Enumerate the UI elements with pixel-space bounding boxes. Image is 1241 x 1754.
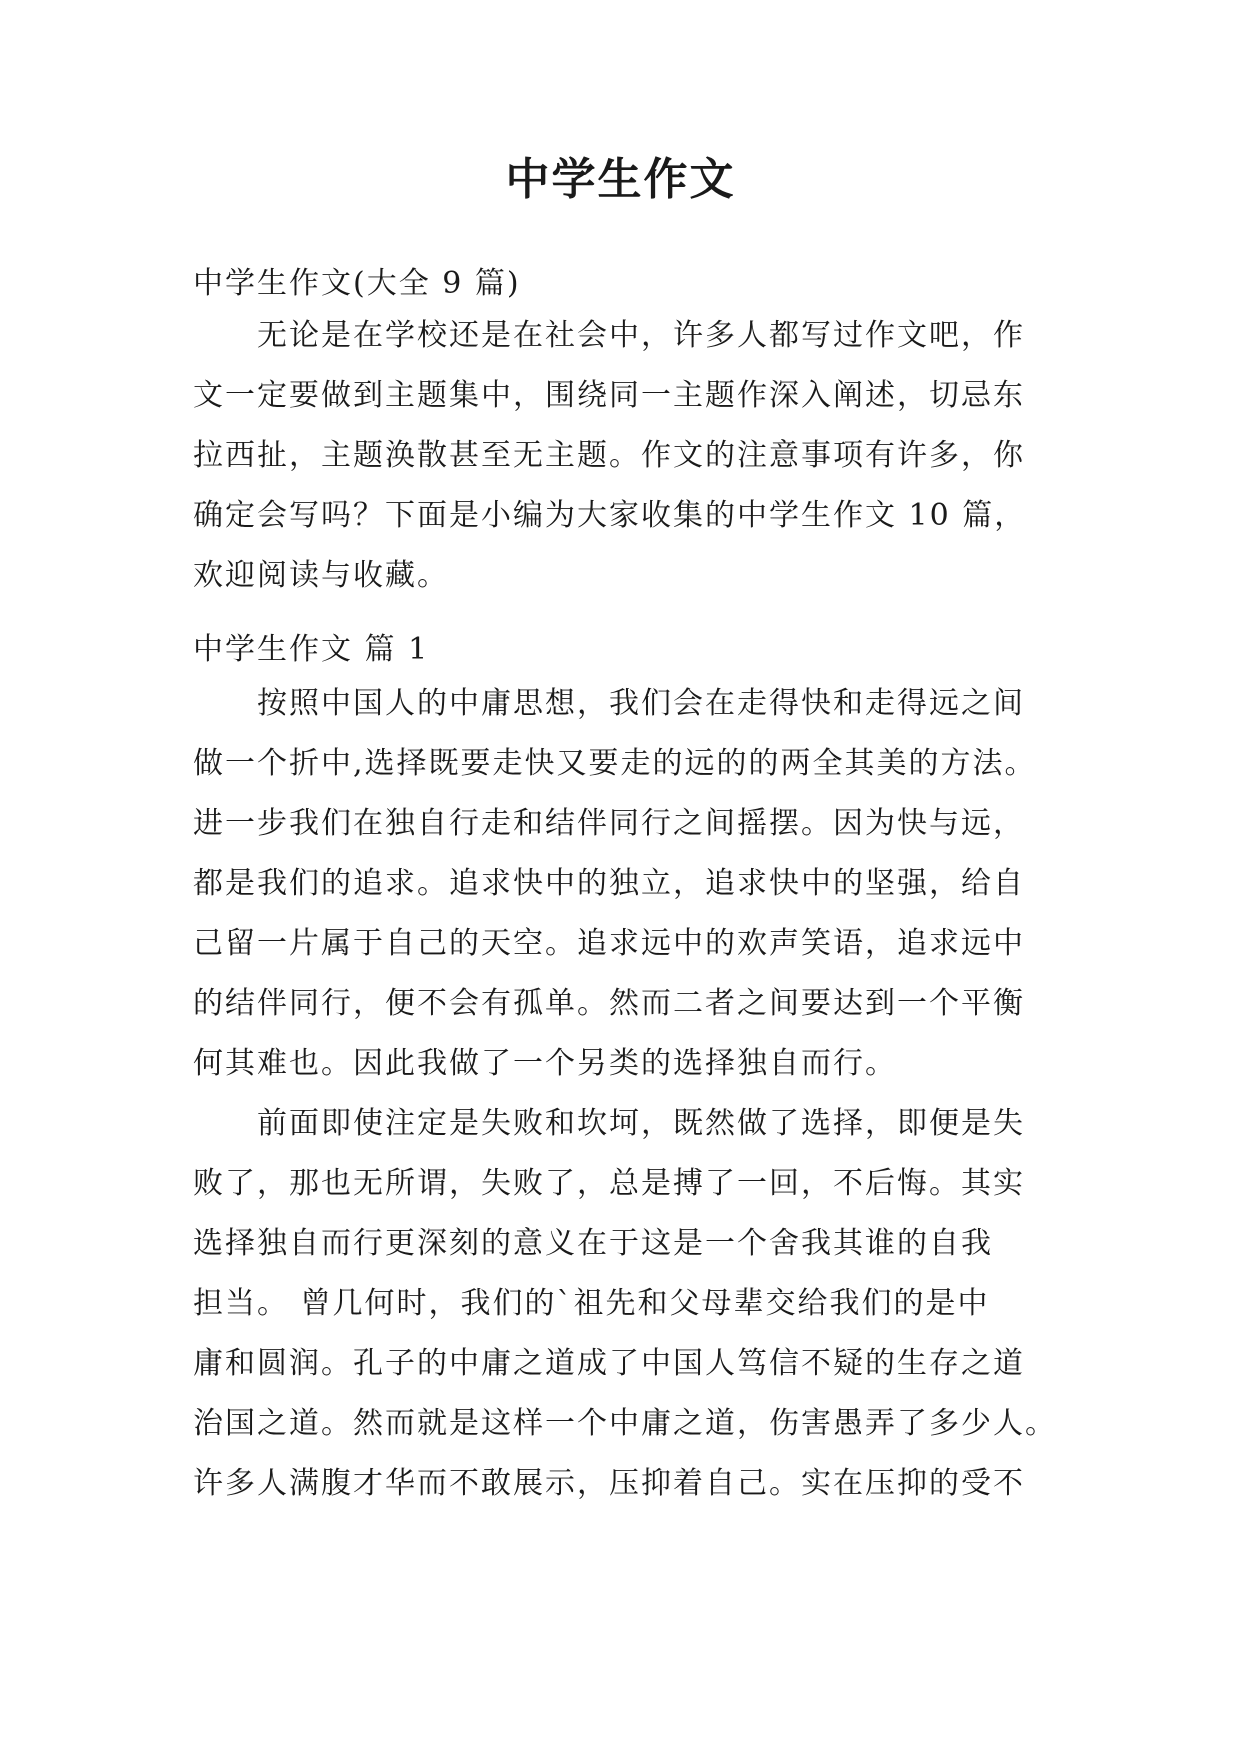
paragraph-line: 都是我们的追求。追求快中的独立，追求快中的坚强，给自 <box>193 866 1025 901</box>
paragraph-line: 做一个折中,选择既要走快又要走的远的的两全其美的方法。 <box>193 746 1037 781</box>
paragraph-line: 进一步我们在独自行走和结伴同行之间摇摆。因为快与远， <box>193 806 1025 841</box>
intro-paragraph <box>193 306 1053 606</box>
paragraph-line: 拉西扯，主题涣散甚至无主题。作文的注意事项有许多，你 <box>193 438 1025 473</box>
paragraph-line: 文一定要做到主题集中，围绕同一主题作深入阐述，切忌东 <box>193 378 1025 413</box>
paragraph-line: 选择独自而行更深刻的意义在于这是一个舍我其谁的自我 <box>193 1226 993 1261</box>
intro-heading: 中学生作文(大全 9 篇) <box>193 266 521 301</box>
paragraph-line: 的结伴同行，便不会有孤单。然而二者之间要达到一个平衡 <box>193 986 1025 1021</box>
section-paragraph <box>193 674 1053 1094</box>
paragraph-line: 担当。 曾几何时，我们的`祖先和父母辈交给我们的是中 <box>193 1286 990 1321</box>
document-title: 中学生作文 <box>505 154 736 205</box>
paragraph-line: 确定会写吗？下面是小编为大家收集的中学生作文 10 篇， <box>193 498 1027 533</box>
paragraph-line: 按照中国人的中庸思想，我们会在走得快和走得远之间 <box>257 686 1025 721</box>
paragraph-line: 欢迎阅读与收藏。 <box>193 558 449 593</box>
paragraph-line: 许多人满腹才华而不敢展示，压抑着自己。实在压抑的受不 <box>193 1466 1025 1501</box>
section-paragraph <box>193 1094 1057 1514</box>
paragraph-line: 庸和圆润。孔子的中庸之道成了中国人笃信不疑的生存之道 <box>193 1346 1025 1381</box>
paragraph-line: 败了，那也无所谓，失败了，总是搏了一回，不后悔。其实 <box>193 1166 1025 1201</box>
section-heading: 中学生作文 篇 1 <box>193 632 430 667</box>
paragraph-line: 无论是在学校还是在社会中，许多人都写过作文吧，作 <box>257 318 1025 353</box>
paragraph-line: 何其难也。因此我做了一个另类的选择独自而行。 <box>193 1046 897 1081</box>
paragraph-line: 前面即使注定是失败和坎坷，既然做了选择，即便是失 <box>257 1106 1025 1141</box>
paragraph-line: 治国之道。然而就是这样一个中庸之道，伤害愚弄了多少人。 <box>193 1406 1057 1441</box>
paragraph-line: 己留一片属于自己的天空。追求远中的欢声笑语，追求远中 <box>193 926 1025 961</box>
